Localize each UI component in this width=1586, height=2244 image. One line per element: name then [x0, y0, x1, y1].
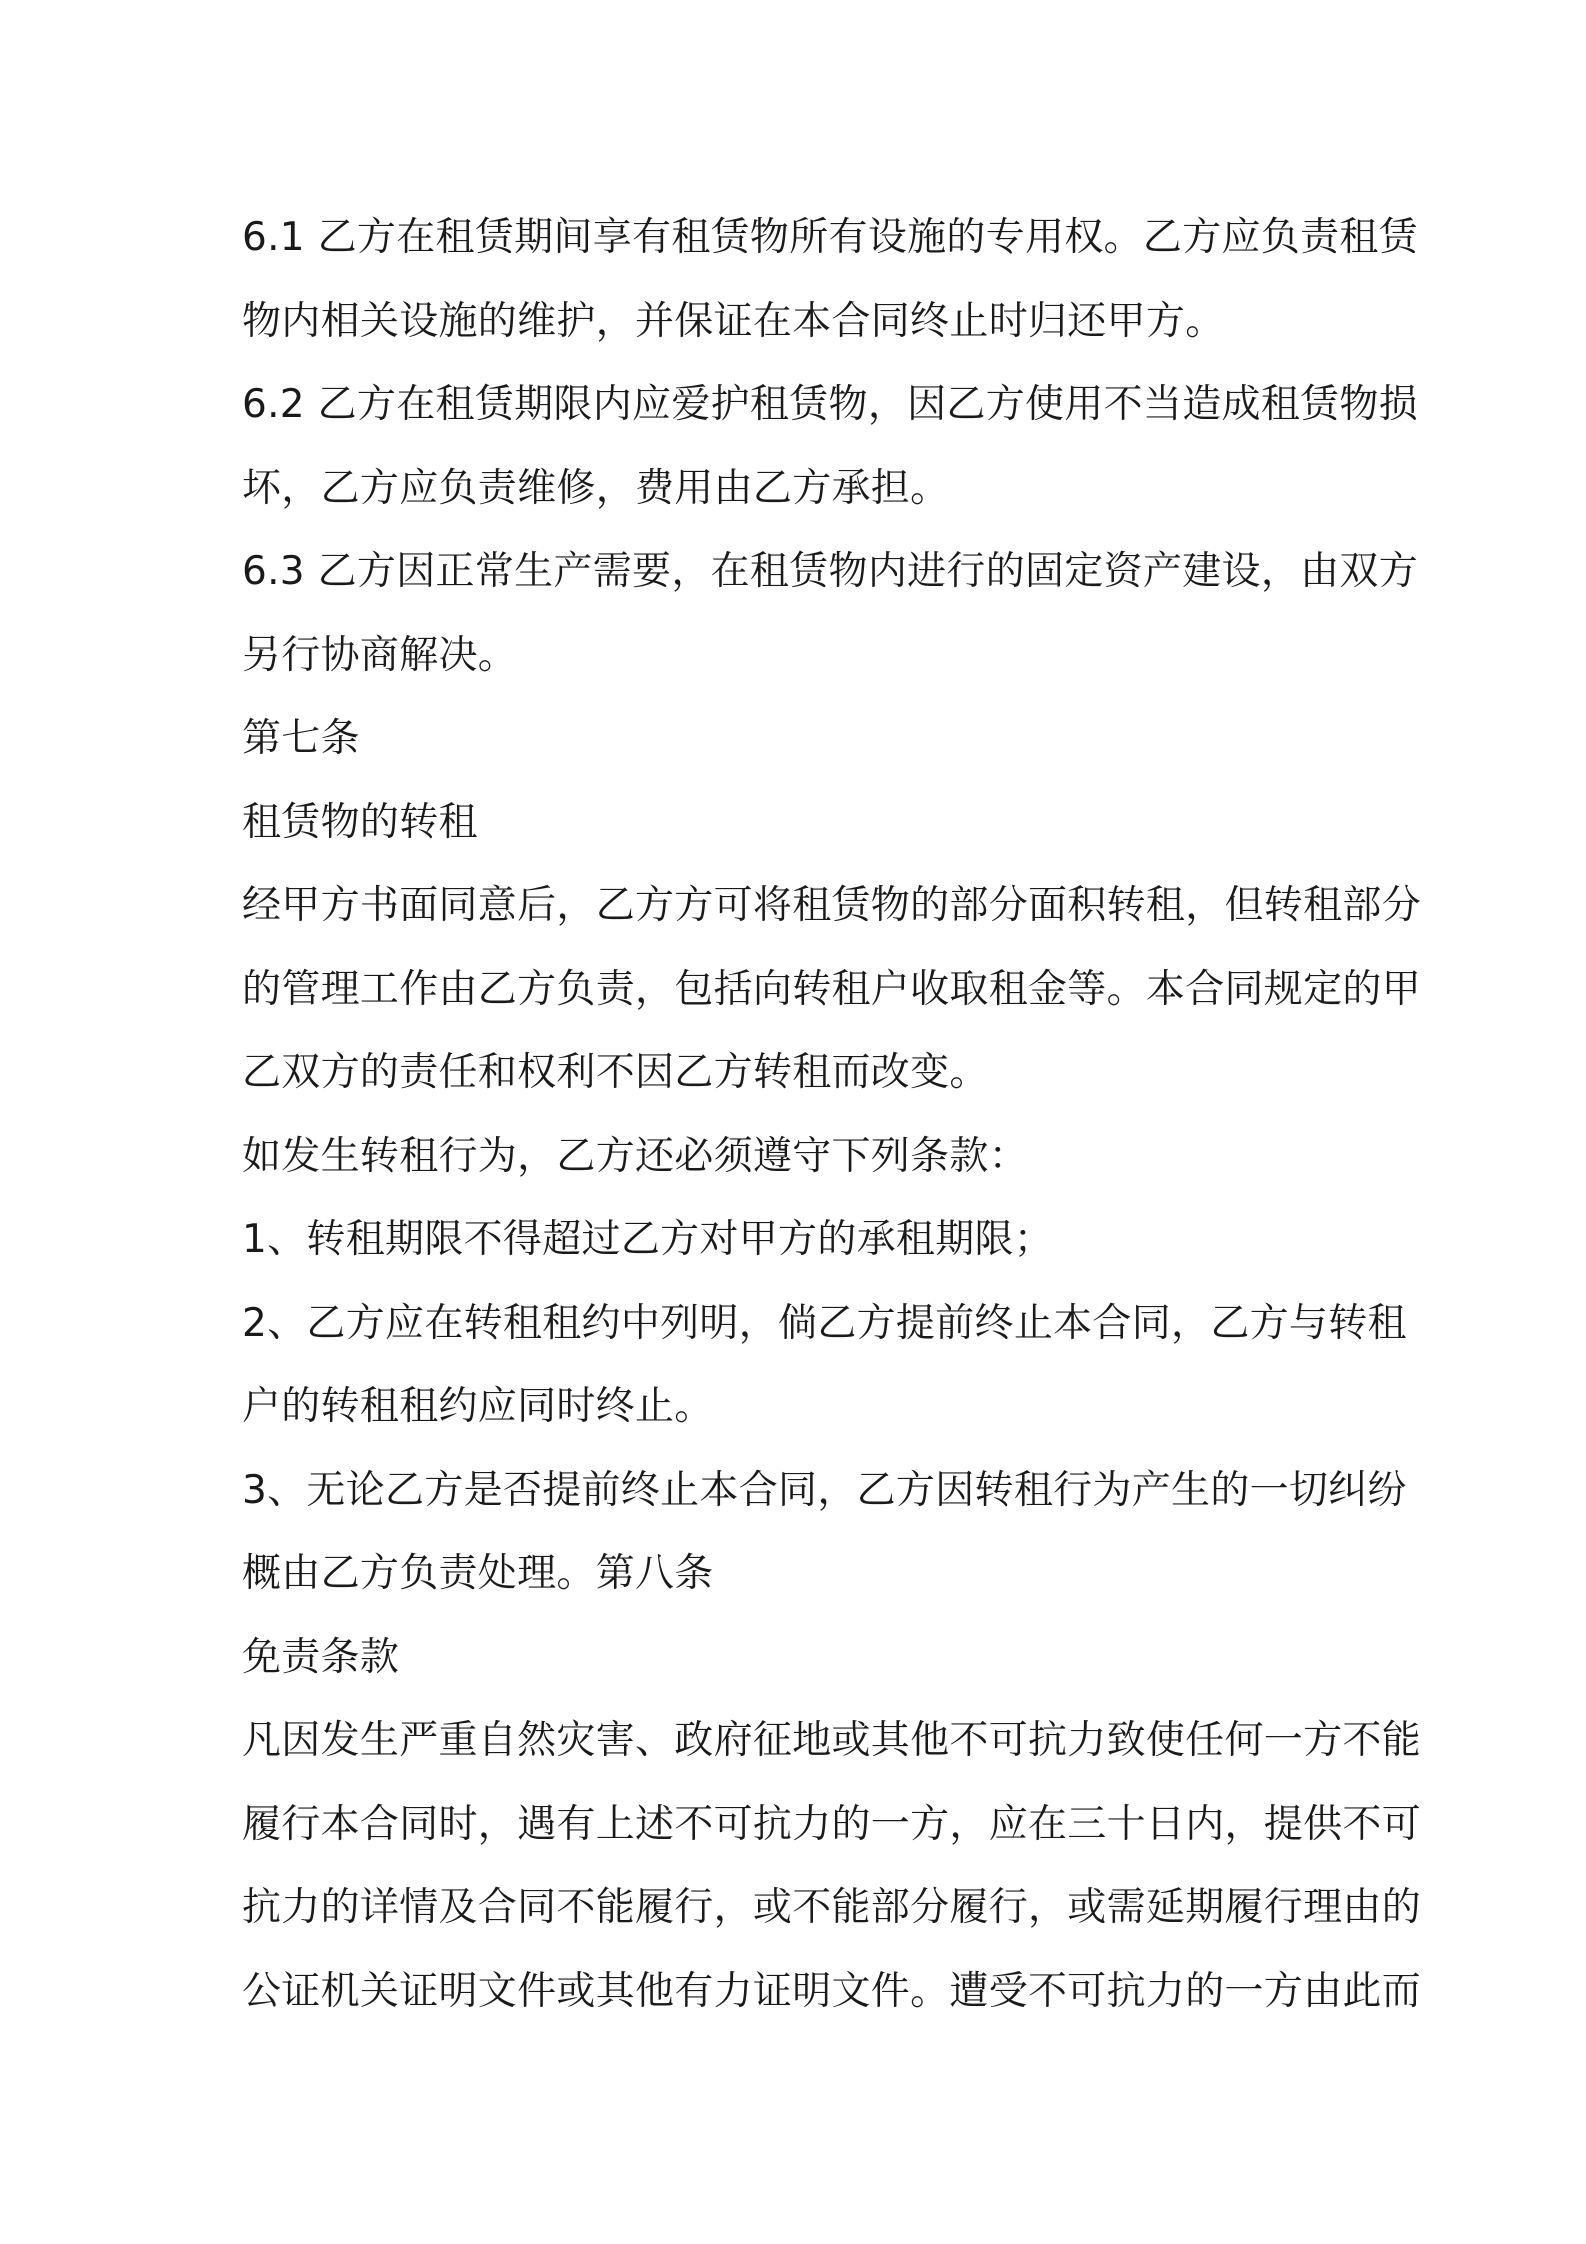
- article-7-title: 租赁物的转租: [242, 799, 478, 845]
- clause-6-2-line-1: 6.2 乙方在租赁期限内应爱护租赁物，因乙方使用不当造成租赁物损: [242, 382, 1419, 427]
- clause-6-2-line-2: 坏，乙方应负责维修，费用由乙方承担。: [242, 465, 950, 511]
- force-majeure-line-2: 履行本合同时，遇有上述不可抗力的一方，应在三十日内，提供不可: [242, 1801, 1422, 1847]
- article-7-heading: 第七条: [242, 716, 360, 761]
- sublease-paragraph-line-2: 的管理工作由乙方负责，包括向转租户收取租金等。本合同规定的甲: [242, 966, 1422, 1012]
- sublease-item-3-line-1: 3、无论乙方是否提前终止本合同，乙方因转租行为产生的一切纠纷: [242, 1467, 1407, 1513]
- sublease-item-2-line-1: 2、乙方应在转租租约中列明，倘乙方提前终止本合同，乙方与转租: [242, 1300, 1407, 1346]
- sublease-item-3-line-2: 概由乙方负责处理。第八条: [242, 1551, 714, 1596]
- sublease-paragraph-line-3: 乙双方的责任和权利不因乙方转租而改变。: [242, 1050, 989, 1095]
- clause-6-3-line-1: 6.3 乙方因正常生产需要，在租赁物内进行的固定资产建设，由双方: [242, 549, 1419, 594]
- sublease-paragraph-line-1: 经甲方书面同意后，乙方方可将租赁物的部分面积转租，但转租部分: [242, 883, 1422, 928]
- force-majeure-line-4: 公证机关证明文件或其他有力证明文件。遭受不可抗力的一方由此而: [242, 1968, 1422, 2014]
- clause-6-1-line-2: 物内相关设施的维护，并保证在本合同终止时归还甲方。: [242, 298, 1225, 344]
- clause-6-3-line-2: 另行协商解决。: [242, 632, 518, 678]
- sublease-conditions-intro: 如发生转租行为，乙方还必须遵守下列条款：: [242, 1133, 1029, 1179]
- clause-6-1-line-1: 6.1 乙方在租赁期间享有租赁物所有设施的专用权。乙方应负责租赁: [242, 215, 1419, 260]
- document-body: [242, 196, 1422, 2033]
- sublease-item-2-line-2: 户的转租租约应同时终止。: [242, 1384, 714, 1429]
- force-majeure-line-1: 凡因发生严重自然灾害、政府征地或其他不可抗力致使任何一方不能: [242, 1718, 1422, 1763]
- sublease-item-1: 1、转租期限不得超过乙方对甲方的承租期限；: [242, 1217, 1054, 1262]
- force-majeure-line-3: 抗力的详情及合同不能履行，或不能部分履行，或需延期履行理由的: [242, 1885, 1422, 1930]
- article-8-title: 免责条款: [242, 1634, 400, 1680]
